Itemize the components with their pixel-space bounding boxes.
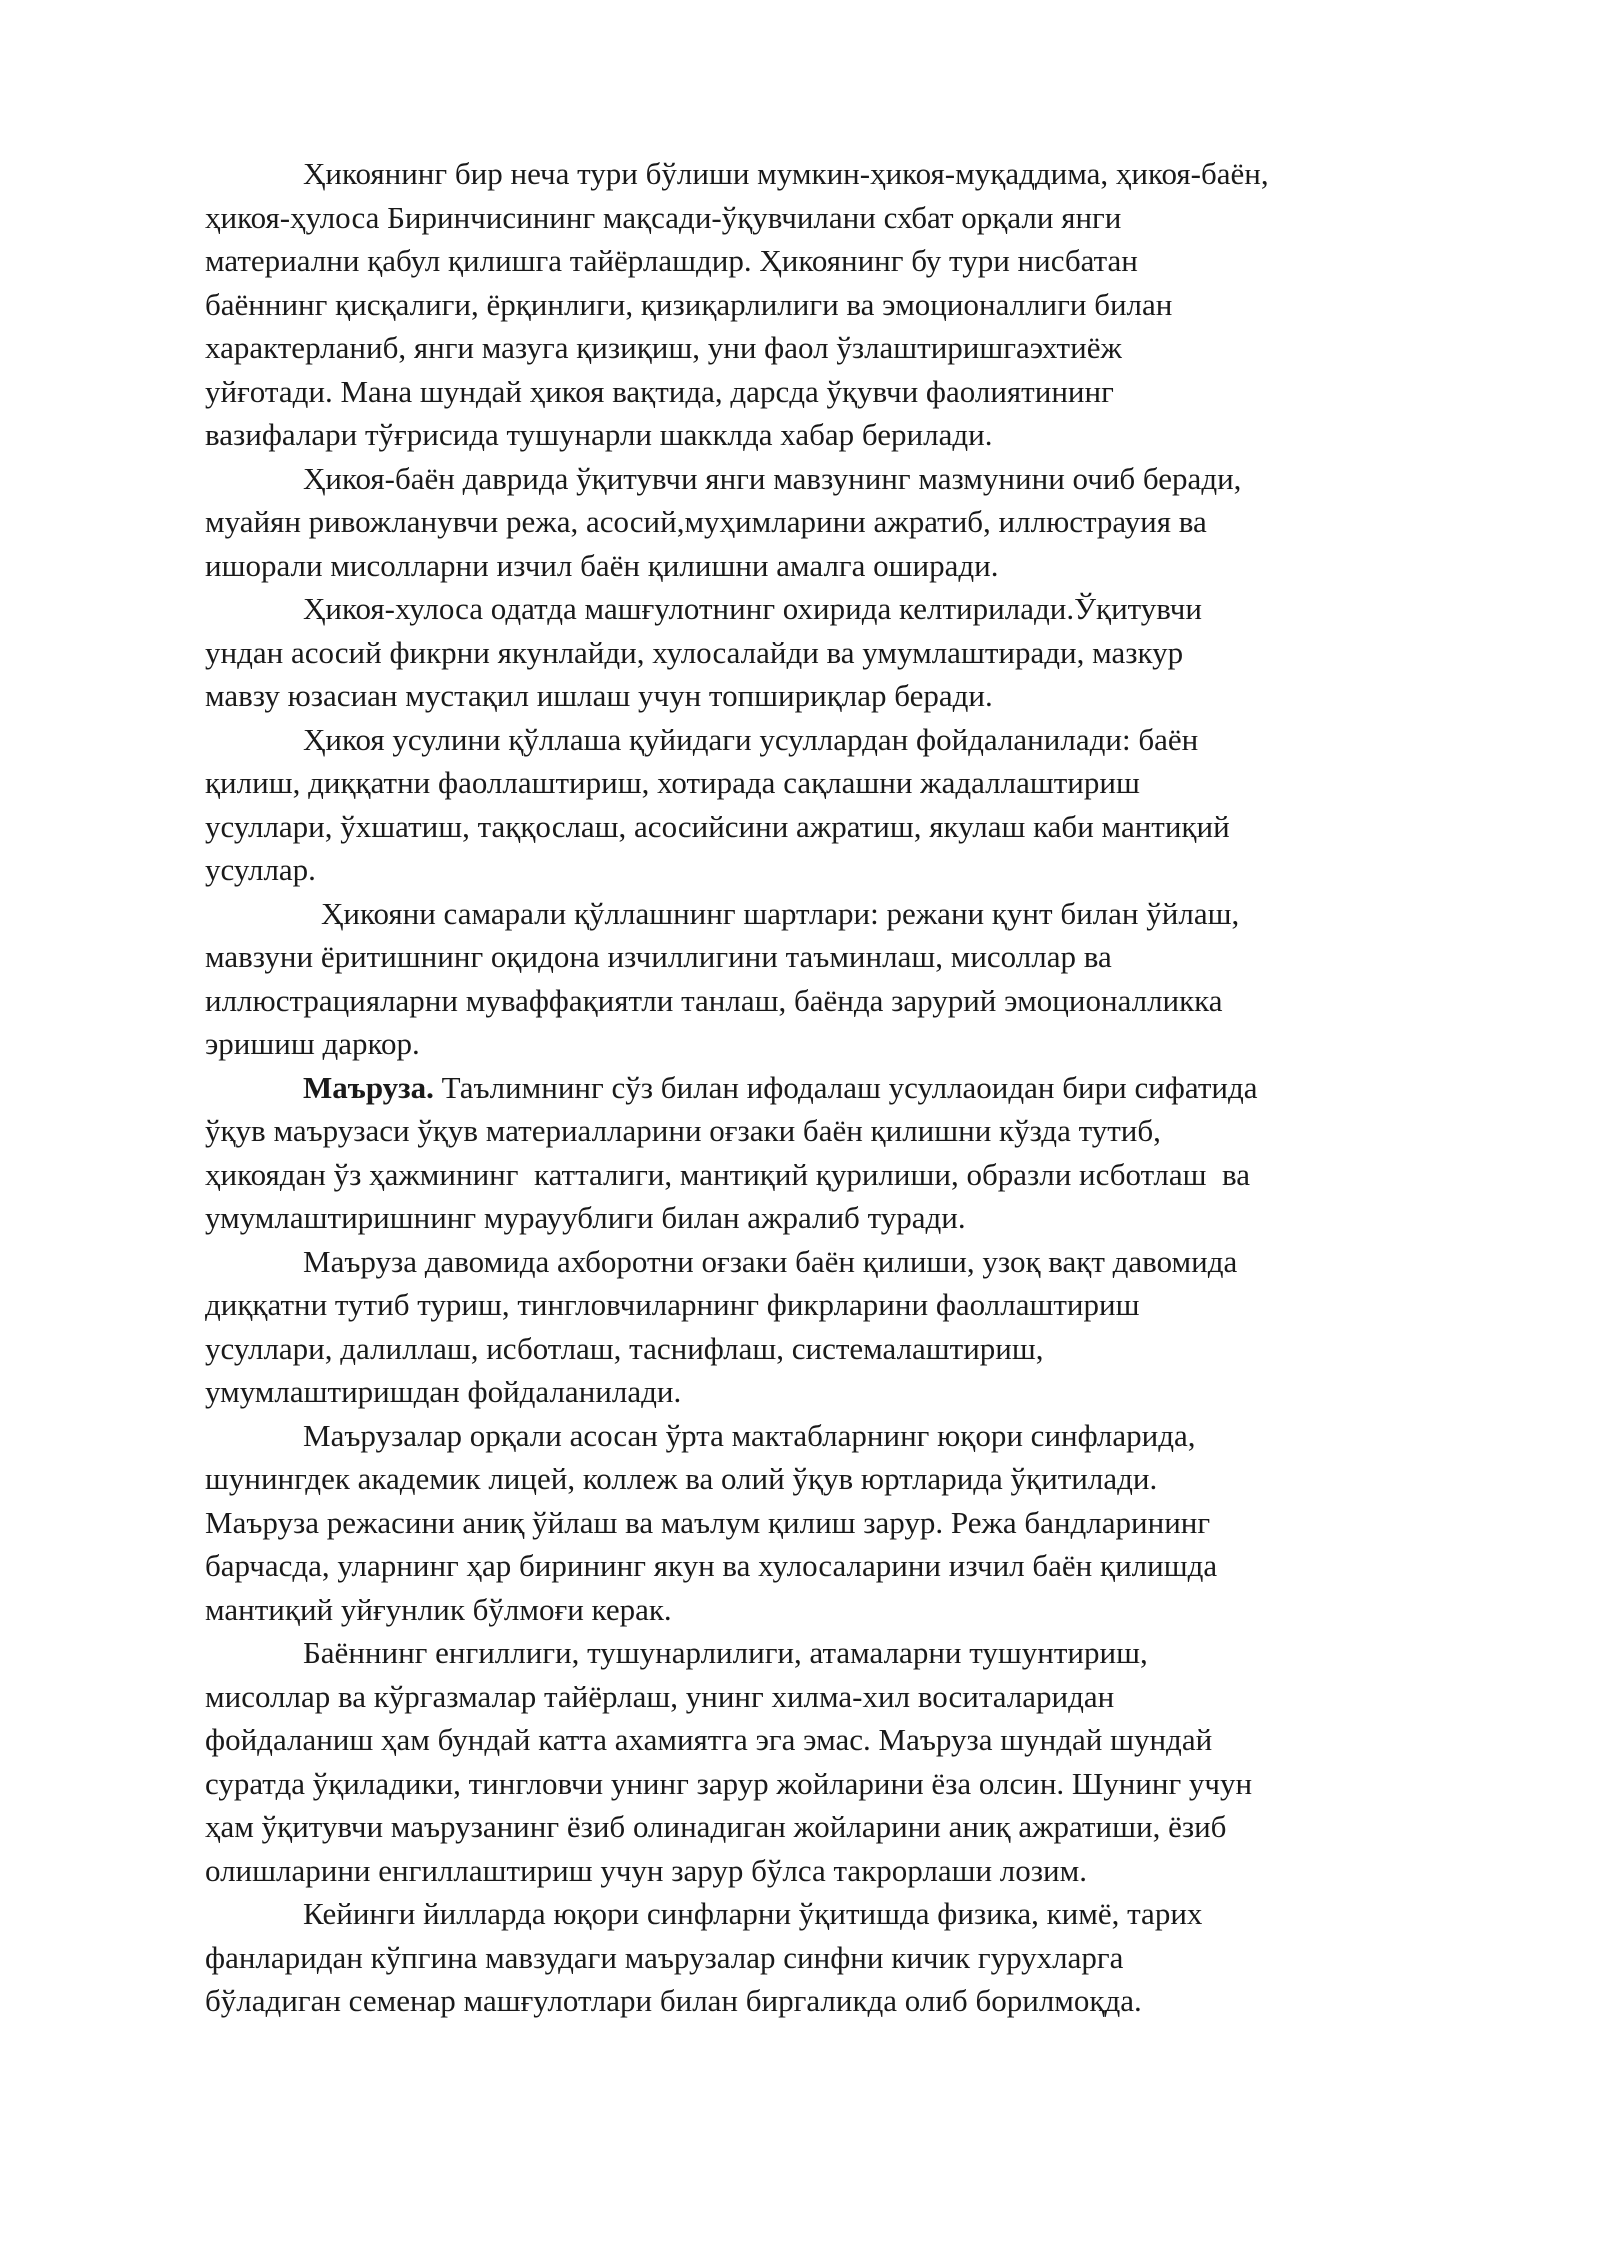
paragraph-9 [205, 1631, 1505, 1892]
paragraph-3 [205, 587, 1505, 718]
paragraph-line: Ҳикоя-хулоса одатда машғулотнинг охирида келтирилади.Ўқитувчи [303, 591, 1202, 626]
paragraph-line: Ҳикоя-баён даврида ўқитувчи янги мавзунинг мазмунини очиб беради, [303, 460, 1242, 496]
paragraph-line: усуллари, ўхшатиш, таққослаш, асосийсини ажратиш, якулаш каби мантиқий [205, 808, 1230, 844]
paragraph-line: муайян ривожланувчи режа, асосий,муҳимларини ажратиб, иллюстрауия ва [205, 504, 1207, 539]
paragraph-line: Маъруза режасини аниқ ўйлаш ва маълум қилиш зарур. Режа бандларининг [205, 1504, 1211, 1540]
paragraph-line: вазифалари тўғрисида тушунарли шакклда хабар берилади. [205, 417, 993, 452]
bold-term: Маъруза. [303, 1069, 434, 1105]
paragraph-line: мисоллар ва кўргазмалар тайёрлаш, унинг хилма-хил воситаларидан [205, 1678, 1115, 1714]
term-definition-text: Таълимнинг сўз билан ифодалаш усуллаоидан бири сифатида [433, 1069, 1258, 1105]
paragraph-line: Ҳикояни самарали қўллашнинг шартлари: режани қунт билан ўйлаш, [321, 895, 1240, 931]
paragraph-line: умумлаштиришдан фойдаланилади. [205, 1374, 682, 1409]
paragraph-line: ишорали мисолларни изчил баён қилишни амалга оширади. [205, 547, 999, 583]
paragraph-line: мантиқий уйғунлик бўлмоғи керак. [205, 1591, 672, 1627]
paragraph-10 [205, 1892, 1505, 2023]
paragraph-line: олишларини енгиллаштириш учун зарур бўлса такрорлаши лозим. [205, 1852, 1087, 1888]
paragraph-line: фойдаланиш ҳам бундай катта ахамиятга эга эмас. Маъруза шундай шундай [205, 1722, 1213, 1757]
paragraph-line: ўқув маърузаси ўқув материалларини оғзаки баён қилишни кўзда тутиб, [205, 1113, 1161, 1148]
paragraph-line: Маърузалар орқали асосан ўрта мактабларнинг юқори синфларида, [303, 1417, 1196, 1453]
paragraph-line: барчасда, уларнинг ҳар бирининг якун ва хулосаларини изчил баён қилишда [205, 1548, 1218, 1583]
paragraph-line: фанларидан кўпгина мавзудаги маърузалар синфни кичик гурухларга [205, 1939, 1124, 1975]
paragraph-line: эришиш даркор. [205, 1026, 420, 1061]
paragraph-line: ундан асосий фикрни якунлайди, хулосалайди ва умумлаштиради, мазкур [205, 634, 1184, 670]
paragraph-line: ҳикоядан ўз ҳажмининг катталиги, мантиқий қурилиши, образли исботлаш ва [205, 1156, 1250, 1192]
paragraph-line: уйғотади. Мана шундай ҳикоя вақтида, дарсда ўқувчи фаолиятининг [205, 373, 1114, 409]
paragraph-line: умумлаштиришнинг мурауублиги билан ажралиб туради. [205, 1200, 966, 1235]
paragraph-line: мавзу юзасиан мустақил ишлаш учун топшириқлар беради. [205, 678, 993, 713]
paragraph-line: Кейинги йилларда юқори синфларни ўқитишда физика, кимё, тарих [303, 1896, 1203, 1931]
paragraph-line: характерланиб, янги мазуга қизиқиш, уни фаол ўзлаштиришгаэхтиёж [205, 330, 1122, 365]
paragraph-1 [205, 152, 1505, 457]
paragraph-8 [205, 1414, 1505, 1632]
paragraph-line: Ҳикоя усулини қўллаша қуйидаги усуллардан фойдаланилади: баён [303, 721, 1199, 757]
paragraph-line: усуллар. [205, 852, 316, 887]
paragraph-4 [205, 718, 1505, 892]
paragraph-7 [205, 1240, 1505, 1414]
paragraph-line: Ҳикоянинг бир неча тури бўлиши мумкин-ҳикоя-муқаддима, ҳикоя-баён, [303, 156, 1269, 191]
paragraph-line: усуллари, далиллаш, исботлаш, таснифлаш, системалаштириш, [205, 1330, 1044, 1366]
paragraph-6 [205, 1066, 1505, 1240]
paragraph-line: шунингдек академик лицей, коллеж ва олий ўқув юртларида ўқитилади. [205, 1461, 1158, 1496]
paragraph-line: суратда ўқиладики, тингловчи унинг зарур жойларини ёза олсин. Шунинг учун [205, 1765, 1253, 1801]
paragraph-line: ҳам ўқитувчи маърузанинг ёзиб олинадиган жойларини аниқ ажратиши, ёзиб [205, 1809, 1227, 1844]
paragraph-line: Маъруза давомида ахборотни оғзаки баён қилиши, узоқ вақт давомида [303, 1243, 1238, 1279]
paragraph-line [205, 1066, 1505, 1110]
paragraph-line: баённинг қисқалиги, ёрқинлиги, қизиқарлилиги ва эмоционаллиги билан [205, 286, 1173, 322]
paragraph-line: диққатни тутиб туриш, тингловчиларнинг фикрларини фаоллаштириш [205, 1287, 1140, 1322]
paragraph-line: мавзуни ёритишнинг оқидона изчиллигини таъминлаш, мисоллар ва [205, 939, 1112, 974]
paragraph-line: қилиш, диққатни фаоллаштириш, хотирада сақлашни жадаллаштириш [205, 765, 1140, 800]
paragraph-2 [205, 457, 1505, 588]
paragraph-line: Баённинг енгиллиги, тушунарлилиги, атамаларни тушунтириш, [303, 1635, 1148, 1670]
paragraph-line: иллюстрацияларни муваффақиятли танлаш, баёнда зарурий эмоционалликка [205, 982, 1223, 1018]
paragraph-line: бўладиган семенар машғулотлари билан биргаликда олиб борилмоқда. [205, 1983, 1142, 2018]
paragraph-line: ҳикоя-ҳулоса Биринчисининг мақсади-ўқувчилани схбат орқали янги [205, 199, 1122, 235]
paragraph-line: материални қабул қилишга тайёрлашдир. Ҳикоянинг бу тури нисбатан [205, 243, 1138, 278]
document-body [205, 152, 1505, 2023]
paragraph-5 [205, 892, 1505, 1066]
